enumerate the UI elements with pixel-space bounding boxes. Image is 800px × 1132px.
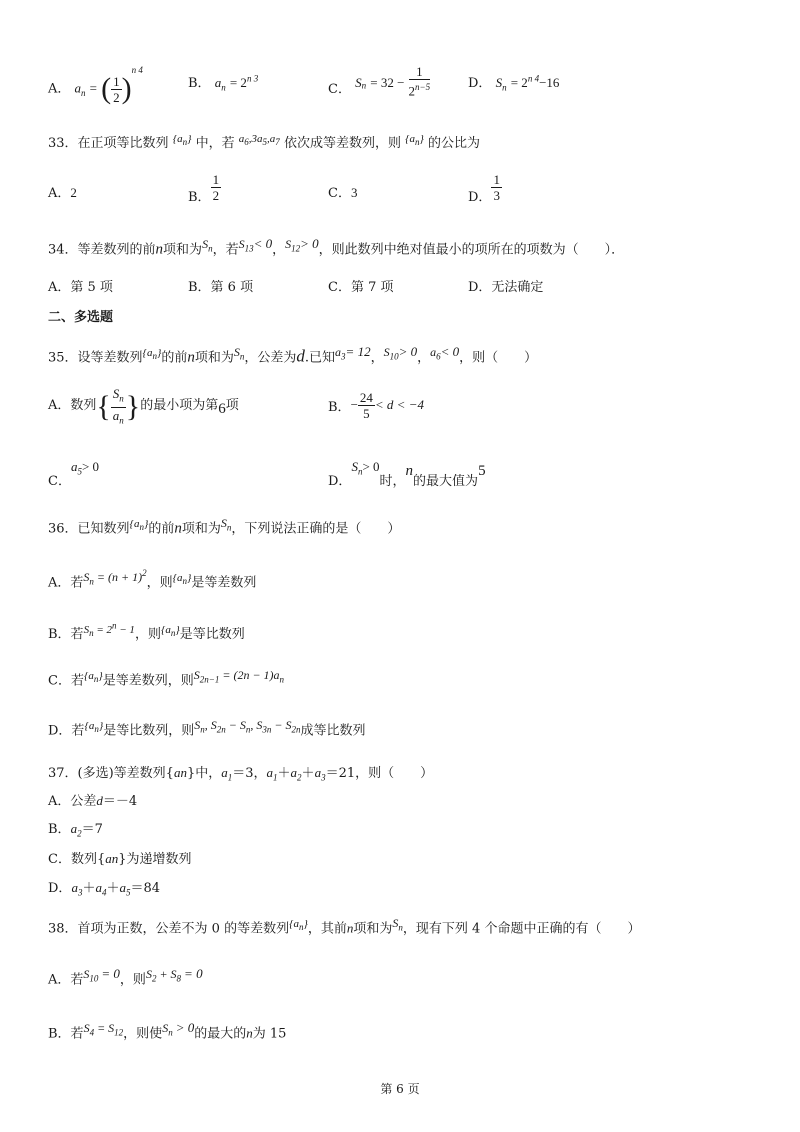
q36-option-a: A．若$^{S_n = (n + 1)^2}$，则$^{\{a_n\}}$是等差数列 (48, 568, 257, 591)
q37-option-b: B．$a_2=7$ (48, 821, 103, 839)
math: = 32 − (370, 74, 405, 90)
q33-option-d: D． $\frac{1}{3}$ (468, 172, 500, 205)
math: n (81, 88, 86, 99)
q34-option-d: D．无法确定 (468, 280, 544, 295)
q33-option-a: A．2 (48, 185, 77, 201)
math: {an} (405, 132, 424, 147)
paren-left: ( (101, 72, 112, 105)
q34-option-b: B．第 6 项 (188, 280, 254, 295)
q33-option-c: C．3 (328, 185, 358, 201)
math: = 2 (510, 75, 528, 90)
fraction: $\frac{1}{2^{n-5}}$ (408, 64, 431, 99)
q32-option-b (188, 72, 258, 93)
q36-stem: 36．已知数列$^{\{a_n\}}$的前n项和为$^{S_n}$，下列说法正确的是（ ） (48, 516, 401, 537)
fraction: $\frac{1}{3}$ (493, 172, 500, 203)
q32-option-c (328, 64, 430, 98)
math: S (355, 74, 362, 90)
math: n (221, 82, 226, 93)
q32-options (48, 62, 768, 105)
option-label: D． (468, 76, 492, 91)
math: −16 (539, 75, 560, 90)
q37-option-a: A．公差d＝－4 (48, 793, 138, 809)
fraction: $\frac{S_n}{a_n}$ (112, 386, 124, 426)
q33-stem (48, 132, 480, 151)
fraction: $\frac{1}{2}$ (212, 172, 220, 203)
q35-option-a: A．数列{ $\frac{S_n}{a_n}$ }的最小项为第6项 (48, 386, 239, 428)
math: a (214, 75, 222, 90)
q36-option-d: D．若$^{\{a_n\}}$是等比数列，则$^{S_n, S_{2n} - S_n, S_{3n} - S_{2n}}$成等比数列 (48, 718, 366, 739)
q38-option-b: B．若$^{S_4 = S_{12}}$，则使$^{S_n > 0}$的最大的n为 15 (48, 1020, 287, 1042)
q35-option-c: C．$a_5> 0$ (48, 459, 100, 489)
q35-option-d: D．$S_n> 0$时，n的最大值为5 (328, 459, 486, 489)
math: n (502, 82, 507, 93)
math: = 2 (229, 75, 247, 90)
fraction: $\frac{24}{5}$ (359, 390, 373, 421)
section-heading: 二、多选题 (48, 310, 114, 325)
math: {an} (172, 132, 192, 147)
q38-stem: 38．首项为正数，公差不为 0 的等差数列$^{\{a_n\}}$，其前n项和为$^{S_n}$，现有下列 4 个命题中正确的有（ ） (48, 916, 641, 937)
fraction: $\frac{1}{2}$ (113, 73, 120, 105)
q35-option-b: B．− $\frac{24}{5}$ < d < −4 (328, 390, 424, 421)
q34-options (48, 276, 768, 296)
option-label: A． (48, 81, 71, 97)
math: a6,3a5,a7 (238, 132, 280, 147)
q37-option-c: C．数列{an}为递增数列 (48, 851, 192, 867)
math: n (361, 80, 367, 91)
question-text: 中，若 (195, 136, 235, 151)
q33-option-b: B． $\frac{1}{2}$ (188, 172, 220, 205)
q34-option-c: C．第 7 项 (328, 280, 394, 295)
question-text: 的公比为 (428, 136, 481, 151)
exponent: n 4 (527, 73, 540, 84)
page-number: 第 6 页 (380, 1082, 420, 1096)
q37-stem: 37．(多选)等差数列{an}中，$a_1=3$，$a_1+a_2+a_3=21$，则（ ） (48, 765, 434, 783)
q36-option-b: B．若$^{S_n = 2^n - 1}$，则$^{\{a_n\}}$是等比数列 (48, 620, 245, 642)
q36-option-c: C．若$^{\{a_n\}}$是等差数列，则$^{S_{2n-1} = (2n - 1)a_n}$ (48, 668, 285, 689)
q34-stem: 34．等差数列的前n项和为$^{S_n}$，若$^{S_{13}< 0}$，$^{S_{12}> 0}$，则此数列中绝对值最小的项所在的项数为（ ）． (48, 236, 625, 258)
exponent: n 3 (246, 73, 259, 84)
question-text: 33．在正项等比数列 (48, 136, 169, 151)
q32-option-d (468, 72, 559, 93)
exponent: n 4 (131, 65, 143, 76)
q35-stem: 35．设等差数列$^{\{a_n\}}$的前n项和为$^{S_n}$，公差为d.已知$^{a_3= 12}$，$^{S_{10}> 0}$，$^{a_6< 0}$，则（ ） (48, 344, 538, 366)
math: S (495, 75, 503, 90)
q32-option-a (48, 65, 143, 106)
question-text: 依次成等差数列，则 (283, 136, 401, 151)
q37-option-d: D．$a_3+a_4+a_5=84$ (48, 880, 161, 898)
math: = (89, 80, 98, 96)
q34-option-a: A．第 5 项 (48, 280, 113, 295)
option-label: C． (328, 81, 351, 97)
option-label: B． (188, 76, 211, 91)
paren-right: ) (121, 72, 132, 105)
q38-option-a: A．若$^{S_{10} = 0}$，则$^{S_2 + S_8 = 0}$ (48, 966, 203, 988)
q33-options (48, 172, 768, 208)
math: a (74, 80, 82, 96)
